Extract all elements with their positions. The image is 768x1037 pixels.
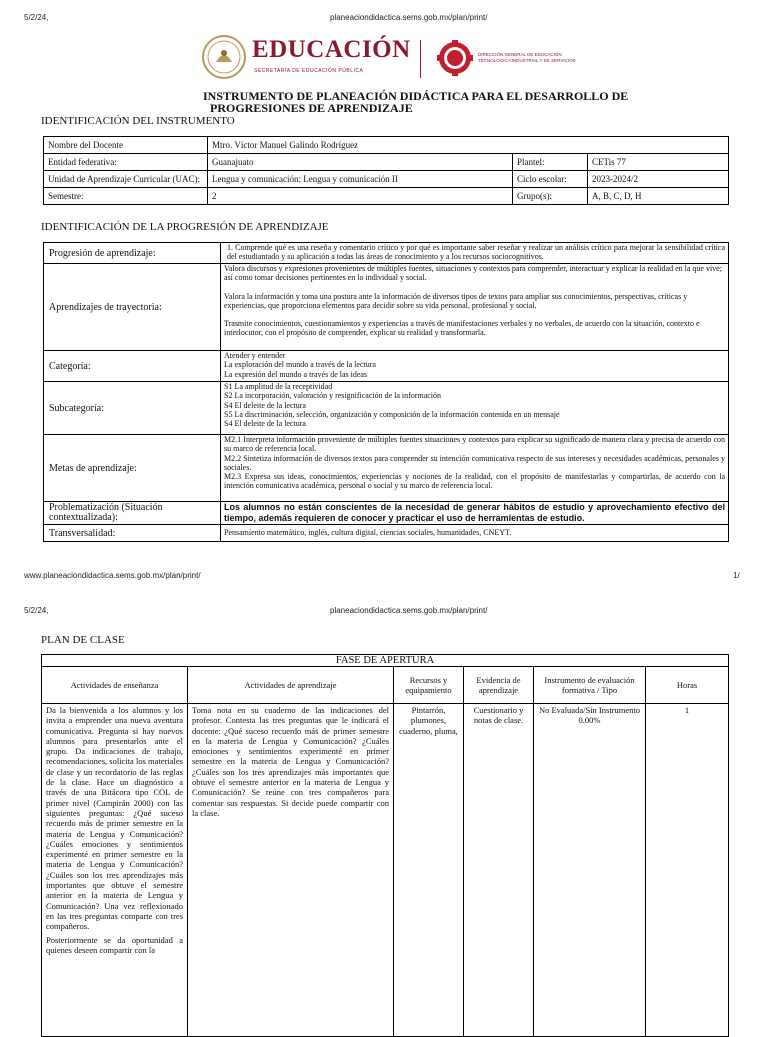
footer-url: www.planeaciondidactica.sems.gob.mx/plan/print/ [24, 571, 201, 580]
instrument-table [43, 136, 729, 205]
uac-value: Lengua y comunicación: Lengua y comunicación II [208, 171, 513, 188]
semestre-value: 2 [208, 188, 513, 205]
problematizacion-value: Los alumnos no están conscientes de la necesidad de generar hábitos de estudio y aprovechamiento efectivo del tiempo, además requieren de conocer y practicar el uso de herramientas de estudio. [221, 502, 729, 525]
transversalidad-label: Transversalidad: [44, 525, 221, 542]
table-row [44, 137, 729, 154]
table-row [44, 502, 729, 525]
trayectoria-label: Aprendizajes de trayectoria: [44, 264, 221, 351]
section-plan-de-clase: PLAN DE CLASE [41, 634, 125, 646]
progression-table [43, 242, 729, 542]
categoria-label: Categoría: [44, 351, 221, 382]
table-row [44, 188, 729, 205]
col-evidencia: Evidencia de aprendizaje [464, 667, 534, 704]
entidad-value: Guanajuato [208, 154, 513, 171]
col-instrumento: Instrumento de evaluación formativa / Tipo [534, 667, 646, 704]
dgeti-gear-icon [437, 38, 473, 78]
progresion-value: 1. Comprende qué es una reseña y comentario crítico y por qué es importante saber reseñar y realizar un análisis crítico para mejorar la sensibilidad crítica del estudiantado y su aplicación a todas las áreas de conocimiento y a los recursos sociocognitivos. [221, 243, 729, 264]
ciclo-label: Ciclo escolar: [513, 171, 588, 188]
logo-educacion: EDUCACIÓN [252, 36, 411, 63]
docente-label: Nombre del Docente [44, 137, 208, 154]
table-row [42, 655, 729, 667]
grupo-value: A, B, C, D, H [588, 188, 729, 205]
entidad-label: Entidad federativa: [44, 154, 208, 171]
table-row [44, 525, 729, 542]
plantel-label: Plantel: [513, 154, 588, 171]
table-row [44, 351, 729, 382]
table-row [44, 382, 729, 435]
table-row [44, 264, 729, 351]
table-row [44, 171, 729, 188]
table-row [42, 667, 729, 704]
header-url-page2: planeaciondidactica.sems.gob.mx/plan/print/ [330, 606, 488, 615]
dgeti-text: DIRECCIÓN GENERAL DE EDUCACIÓN TECNOLÓGICA INDUSTRIAL Y DE SERVICIOS [478, 52, 576, 63]
recursos-cell: Pintarrón, plumones, cuaderno, pluma, [394, 704, 464, 1037]
logo-sep-subtitle: SECRETARÍA DE EDUCACIÓN PÚBLICA [254, 68, 364, 74]
header-date-page2: 5/2/24, [24, 606, 49, 615]
section-identificacion-instrumento: IDENTIFICACIÓN DEL INSTRUMENTO [41, 115, 235, 127]
table-row [42, 704, 729, 1037]
metas-value: M2.1 Interpreta información proveniente de múltiples fuentes situaciones y contextos para explicar su significado de manera clara y precisa de acuerdo con su marco de referencia local. M2.2 Sintetiza información de diversos textos para comprender su intención comunicativa respecto de sus intereses y necesidades académicas, personales y sociales. M2.3 Expresa sus ideas, conocimientos, experiencias y nociones de la realidad, con el propósito de manifestarlas y compartirlas, de acuerdo con la intención comunicativa académica, personal o social y su marco de referencia local. [221, 435, 729, 502]
col-aprendizaje: Actividades de aprendizaje [188, 667, 394, 704]
metas-label: Metas de aprendizaje: [44, 435, 221, 502]
ciclo-value: 2023-2024/2 [588, 171, 729, 188]
fase-apertura-header: FASE DE APERTURA [42, 655, 729, 667]
subcategoria-value: S1 La amplitud de la receptividad S2 La incorporación, valoración y resignificación de la información S4 El deleite de la lectura S5 La discriminación, selección, organización y composición de la información contenida en un mensaje S4 El deleite de la lectura [221, 382, 729, 435]
mexico-seal-icon [200, 34, 248, 80]
logo-divider [420, 40, 421, 78]
transversalidad-value: Pensamiento matemático, inglés, cultura digital, ciencias sociales, humanidades, CNEYT. [221, 525, 729, 542]
horas-cell: 1 [646, 704, 729, 1037]
footer-page-number: 1/ [733, 571, 740, 580]
evidencia-cell: Cuestionario y notas de clase. [464, 704, 534, 1037]
semestre-label: Semestre: [44, 188, 208, 205]
ensenanza-cell: Da la bienvenida a los alumnos y los invita a emprender una nueva aventura comunicativa. Pregunta si hay nuevos alumnos para presentarlos ante el grupo. Da indicaciones de trabajo, recomendaciones, solicita los materiales de clase y un recordatorio de las reglas de la clase. Hace un diagnóstico a través de una Bitácora tipo COL de primer nivel (Campirán 2000) con las siguientes preguntas: ¿Qué suceso recuerdo más de primer semestre en la materia de Lengua y Comunicación? ¿Cuáles emociones y sentimientos experimenté en primer semestre en la materia de Lengua y Comunicación? ¿Cuáles son los tres aprendizajes más importantes que obtuve el semestre anterior en la materia de Lengua y Comunicación? Una vez reflexionado en las tres preguntas comparte con tres compañeros. Posteriormente se da oportunidad a quienes deseen compartir con la [42, 704, 188, 1037]
instrumento-cell: No Evaluada/Sin Instrumento 0.00% [534, 704, 646, 1037]
grupo-label: Grupo(s): [513, 188, 588, 205]
aprendizaje-cell: Toma nota en su cuaderno de las indicaciones del profesor. Contesta las tres preguntas que le indicará el docente: ¿Qué suceso recuerdo más de primer semestre en la materia de Lengua y Comunicación? ¿Cuáles emociones y sentimientos experimenté en primer semestre en la materia de Lengua y Comunicación? ¿Cuáles son los tres aprendizajes más importantes que obtuve el semestre anterior en la materia de Lengua y Comunicación? Se reúne con tres compañeros para comentar sus respuestas. Si decide puede compartir con la clase. [188, 704, 394, 1037]
header-url: planeaciondidactica.sems.gob.mx/plan/print/ [330, 13, 488, 22]
header-date: 5/2/24, [24, 13, 49, 22]
document-title-line2: PROGRESIONES DE APRENDIZAJE [210, 101, 413, 115]
plan-table [41, 654, 729, 1037]
col-horas: Horas [646, 667, 729, 704]
plantel-value: CETis 77 [588, 154, 729, 171]
progresion-label: Progresión de aprendizaje: [44, 243, 221, 264]
table-row [44, 435, 729, 502]
document-title-line1: INSTRUMENTO DE PLANEACIÓN DIDÁCTICA PARA EL DESARROLLO DE [203, 89, 629, 103]
uac-label: Unidad de Aprendizaje Curricular (UAC): [44, 171, 208, 188]
table-row [44, 243, 729, 264]
subcategoria-label: Subcategoría: [44, 382, 221, 435]
table-row [44, 154, 729, 171]
problematizacion-label: Problematización (Situación contextualizada): [44, 502, 221, 525]
col-recursos: Recursos y equipamiento [394, 667, 464, 704]
docente-value: Mtro. Víctor Manuel Galindo Rodríguez [208, 137, 729, 154]
trayectoria-value: Valora discursos y expresiones provenientes de múltiples fuentes, situaciones y contextos para comprender, interactuar y explicar la realidad en la que vive; así como tomar decisiones pertinentes en lo individual y social. Valora la información y toma una postura ante la información de diversos tipos de textos para ampliar sus conocimientos, perspectivas, críticas y experiencias, que proporciona elementos para decidir sobre su vida personal, profesional y social. Trasmite conocimientos, cuestionamientos y experiencias a través de manifestaciones verbales y no verbales, de acuerdo con la situación, contexto e interlocutor, con el propósito de comprender, explicar su realidad y transformarla. [221, 264, 729, 351]
col-ensenanza: Actividades de enseñanza [42, 667, 188, 704]
categoria-value: Atender y entender La exploración del mundo a través de la lectura La expresión del mundo a través de las ideas [221, 351, 729, 382]
section-identificacion-progresion: IDENTIFICACIÓN DE LA PROGRESIÓN DE APRENDIZAJE [41, 221, 329, 233]
